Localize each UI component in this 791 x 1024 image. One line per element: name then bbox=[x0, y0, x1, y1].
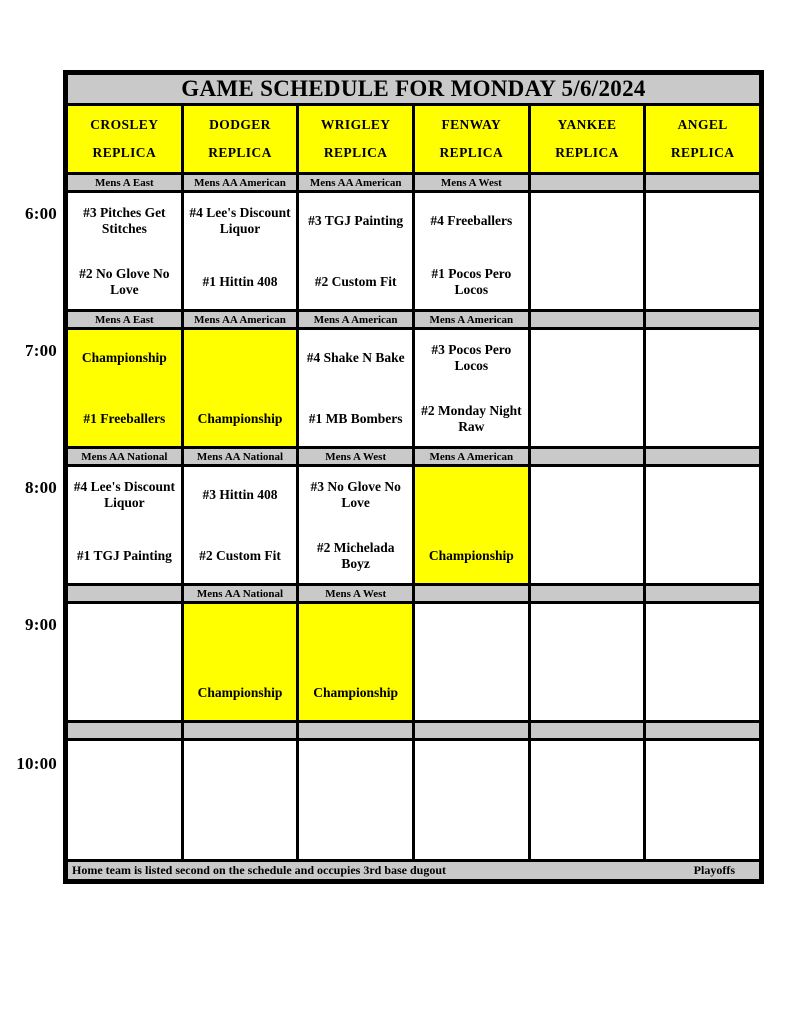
field-name: DODGER bbox=[209, 117, 271, 132]
game-cell bbox=[531, 741, 644, 859]
league-bar bbox=[531, 175, 644, 190]
game-cell bbox=[68, 467, 181, 583]
game-cell bbox=[531, 193, 644, 309]
game-cell bbox=[415, 741, 528, 859]
home-team-note: Home team is listed second on the schedule and occupies 3rd base dugout bbox=[72, 863, 447, 877]
field-name: YANKEE bbox=[557, 117, 617, 132]
away-team bbox=[534, 746, 641, 792]
home-team: #2 No Glove No Love bbox=[79, 265, 170, 297]
schedule-table bbox=[63, 70, 764, 884]
league-bar bbox=[646, 175, 759, 190]
home-team: #1 MB Bombers bbox=[308, 410, 403, 426]
game-cell bbox=[68, 741, 181, 859]
away-team bbox=[418, 472, 525, 518]
league-bar bbox=[646, 449, 759, 464]
league-label: Mens AA American bbox=[194, 176, 286, 189]
field-header-yankee bbox=[531, 106, 644, 172]
home-team: Championship bbox=[428, 547, 514, 563]
game-cell bbox=[415, 467, 528, 583]
league-bar bbox=[184, 175, 297, 190]
league-bar bbox=[184, 449, 297, 464]
home-team bbox=[649, 673, 756, 713]
game-cell bbox=[646, 604, 759, 720]
home-team bbox=[649, 399, 756, 439]
away-team: #4 Lee's Discount Liquor bbox=[73, 478, 175, 510]
game-cell bbox=[184, 604, 297, 720]
away-team bbox=[302, 609, 409, 655]
away-team: #3 No Glove No Love bbox=[310, 478, 401, 510]
away-team bbox=[187, 335, 294, 381]
away-team: #4 Freeballers bbox=[430, 212, 513, 228]
away-team: #3 Pitches Get Stitches bbox=[83, 204, 166, 236]
home-team bbox=[534, 262, 641, 302]
schedule-title: GAME SCHEDULE FOR MONDAY 5/6/2024 bbox=[68, 75, 759, 103]
time-label-1000: 10:00 bbox=[16, 754, 57, 773]
league-label: Mens A American bbox=[429, 450, 514, 463]
home-team bbox=[534, 673, 641, 713]
game-cell bbox=[299, 741, 412, 859]
home-team: #1 Freeballers bbox=[83, 410, 166, 426]
time-label-700: 7:00 bbox=[25, 341, 57, 360]
league-bar bbox=[299, 312, 412, 327]
field-name: WRIGLEY bbox=[320, 117, 391, 132]
away-team: #4 Lee's Discount Liquor bbox=[189, 204, 291, 236]
league-bar bbox=[68, 449, 181, 464]
away-team: Championship bbox=[81, 349, 167, 365]
league-label: Mens A East bbox=[94, 313, 154, 326]
home-team bbox=[71, 812, 178, 852]
home-team: #2 Custom Fit bbox=[199, 547, 281, 563]
league-bar bbox=[68, 586, 181, 601]
league-label: Mens A American bbox=[429, 313, 514, 326]
home-team: #1 Pocos Pero Locos bbox=[431, 265, 512, 297]
game-cell bbox=[68, 330, 181, 446]
league-bar bbox=[415, 449, 528, 464]
field-header-angel bbox=[646, 106, 759, 172]
league-bar bbox=[299, 586, 412, 601]
league-bar bbox=[415, 723, 528, 738]
home-team bbox=[302, 812, 409, 852]
home-team: Championship bbox=[197, 684, 283, 700]
league-bar bbox=[415, 175, 528, 190]
home-team: #1 TGJ Painting bbox=[76, 547, 172, 563]
league-label: Mens AA National bbox=[81, 450, 168, 463]
away-team bbox=[534, 198, 641, 244]
league-bar bbox=[299, 723, 412, 738]
away-team bbox=[71, 609, 178, 655]
time-label-800: 8:00 bbox=[25, 478, 57, 497]
league-bar bbox=[68, 175, 181, 190]
league-bar bbox=[415, 586, 528, 601]
away-team bbox=[534, 609, 641, 655]
league-bar bbox=[531, 312, 644, 327]
field-name: ANGEL bbox=[677, 117, 728, 132]
field-name: CROSLEY bbox=[90, 117, 159, 132]
away-team: #3 Pocos Pero Locos bbox=[431, 341, 512, 373]
league-label: Mens AA National bbox=[196, 450, 284, 463]
field-subtitle: REPLICA bbox=[92, 145, 157, 160]
game-cell bbox=[299, 604, 412, 720]
home-team bbox=[649, 262, 756, 302]
league-bar bbox=[68, 312, 181, 327]
home-team bbox=[649, 812, 756, 852]
away-team bbox=[649, 746, 756, 792]
league-bar bbox=[299, 175, 412, 190]
home-team: #2 Custom Fit bbox=[314, 273, 397, 289]
home-team: Championship bbox=[313, 684, 399, 700]
home-team bbox=[649, 536, 756, 576]
home-team bbox=[418, 673, 525, 713]
game-cell bbox=[646, 330, 759, 446]
field-subtitle: REPLICA bbox=[439, 145, 504, 160]
away-team bbox=[649, 198, 756, 244]
league-bar bbox=[646, 723, 759, 738]
home-team bbox=[534, 399, 641, 439]
home-team bbox=[534, 812, 641, 852]
away-team bbox=[649, 472, 756, 518]
time-label-600: 6:00 bbox=[25, 204, 57, 223]
away-team bbox=[187, 609, 294, 655]
league-label: Mens AA American bbox=[309, 176, 402, 189]
away-team bbox=[649, 609, 756, 655]
field-name: FENWAY bbox=[441, 117, 502, 132]
game-cell bbox=[68, 193, 181, 309]
league-label: Mens A West bbox=[325, 450, 387, 463]
home-team: #2 Michelada Boyz bbox=[316, 539, 395, 571]
home-team: #2 Monday Night Raw bbox=[421, 402, 522, 434]
away-team bbox=[534, 472, 641, 518]
game-cell bbox=[415, 193, 528, 309]
league-bar bbox=[531, 586, 644, 601]
game-cell bbox=[646, 741, 759, 859]
game-cell bbox=[299, 467, 412, 583]
league-bar bbox=[184, 312, 297, 327]
game-cell bbox=[68, 604, 181, 720]
home-team bbox=[418, 812, 525, 852]
away-team: #3 Hittin 408 bbox=[202, 486, 278, 502]
game-cell bbox=[531, 330, 644, 446]
league-label: Mens A American bbox=[313, 313, 398, 326]
field-header-wrigley bbox=[299, 106, 412, 172]
league-bar bbox=[299, 449, 412, 464]
game-cell bbox=[184, 193, 297, 309]
away-team bbox=[187, 746, 294, 792]
game-cell bbox=[184, 467, 297, 583]
away-team bbox=[418, 609, 525, 655]
field-subtitle: REPLICA bbox=[555, 145, 619, 160]
field-header-fenway bbox=[415, 106, 528, 172]
footer-bar bbox=[68, 862, 759, 879]
league-bar bbox=[68, 723, 181, 738]
league-bar bbox=[531, 723, 644, 738]
away-team bbox=[534, 335, 641, 381]
game-cell bbox=[415, 330, 528, 446]
away-team bbox=[418, 746, 525, 792]
league-bar bbox=[646, 586, 759, 601]
game-cell bbox=[646, 467, 759, 583]
league-label: Mens A West bbox=[440, 176, 502, 189]
away-team: #4 Shake N Bake bbox=[306, 349, 405, 365]
league-bar bbox=[184, 723, 297, 738]
away-team bbox=[71, 746, 178, 792]
league-bar bbox=[415, 312, 528, 327]
game-cell bbox=[646, 193, 759, 309]
home-team: Championship bbox=[197, 410, 283, 426]
home-team bbox=[187, 812, 294, 852]
field-subtitle: REPLICA bbox=[323, 145, 388, 160]
game-cell bbox=[299, 330, 412, 446]
game-cell bbox=[415, 604, 528, 720]
home-team: #1 Hittin 408 bbox=[202, 273, 278, 289]
league-label: Mens AA National bbox=[196, 587, 284, 600]
game-cell bbox=[531, 467, 644, 583]
field-subtitle: REPLICA bbox=[670, 145, 735, 160]
league-bar bbox=[184, 586, 297, 601]
league-label: Mens A West bbox=[325, 587, 387, 600]
playoffs-label: Playoffs bbox=[693, 863, 735, 877]
away-team bbox=[649, 335, 756, 381]
away-team bbox=[302, 746, 409, 792]
game-cell bbox=[184, 330, 297, 446]
away-team: #3 TGJ Painting bbox=[308, 212, 404, 228]
game-cell bbox=[299, 193, 412, 309]
home-team bbox=[71, 673, 178, 713]
game-cell bbox=[531, 604, 644, 720]
field-header-crosley bbox=[68, 106, 181, 172]
league-label: Mens A East bbox=[94, 176, 154, 189]
league-label: Mens AA American bbox=[194, 313, 286, 326]
league-bar bbox=[646, 312, 759, 327]
time-label-900: 9:00 bbox=[25, 615, 57, 634]
game-cell bbox=[184, 741, 297, 859]
league-bar bbox=[531, 449, 644, 464]
field-subtitle: REPLICA bbox=[208, 145, 272, 160]
field-header-dodger bbox=[184, 106, 297, 172]
home-team bbox=[534, 536, 641, 576]
